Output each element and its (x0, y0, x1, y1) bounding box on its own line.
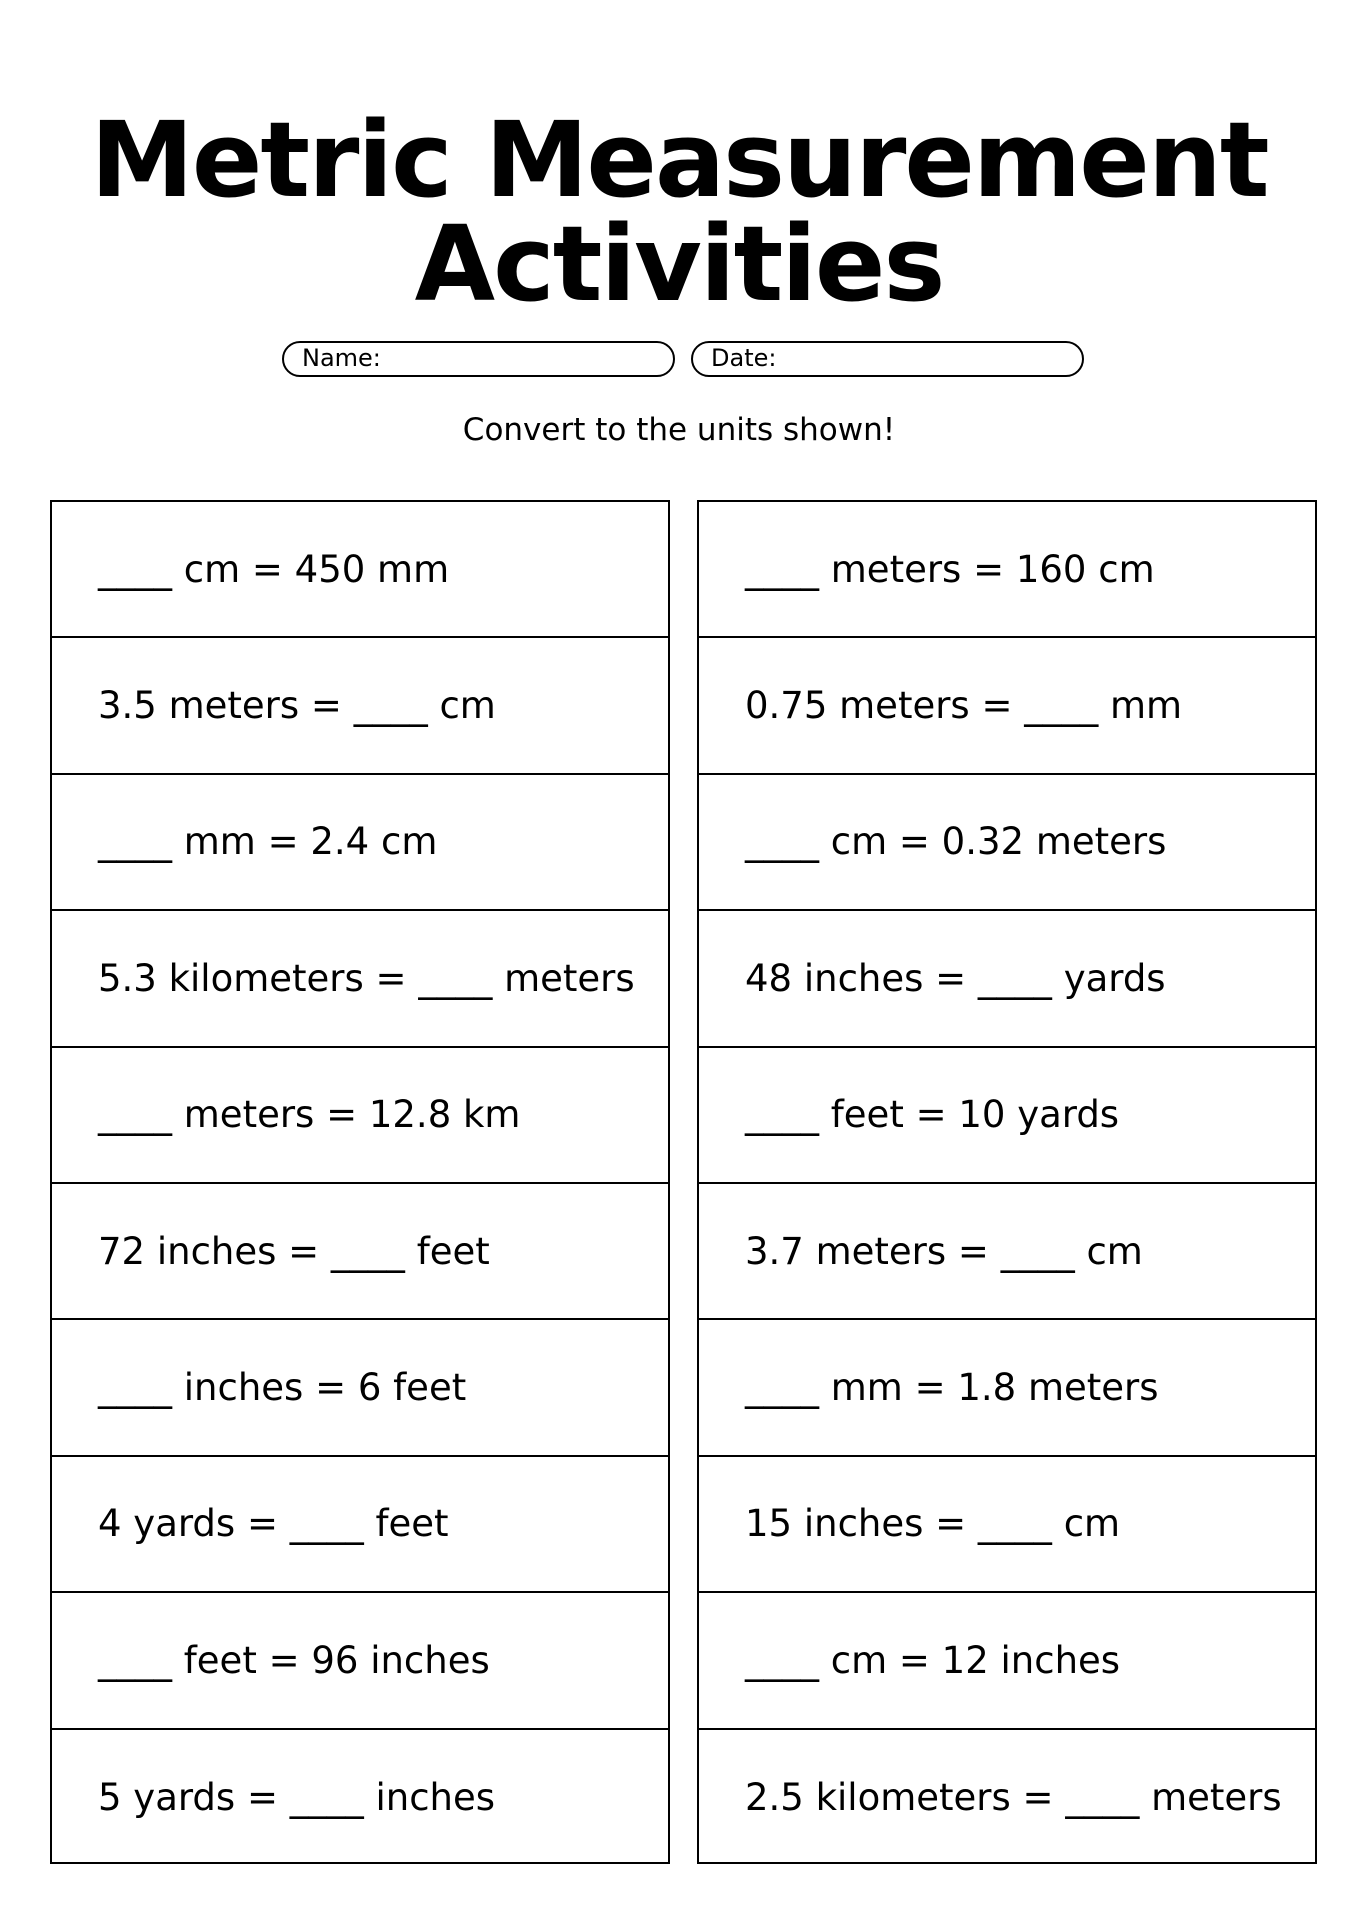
problem-cell[interactable]: ____ cm = 12 inches (699, 1593, 1315, 1729)
problem-cell[interactable]: ____ meters = 160 cm (699, 502, 1315, 638)
title-line-2: Activities (414, 203, 944, 325)
problem-cell[interactable]: 4 yards = ____ feet (52, 1457, 668, 1593)
problem-cell[interactable]: 5 yards = ____ inches (98, 1776, 496, 1820)
instruction-text: Convert to the units shown! (462, 412, 896, 448)
worksheet-title (0, 99, 1358, 325)
problem-cell[interactable]: ____ mm = 1.8 meters (699, 1320, 1315, 1456)
problem-cell[interactable]: ____ mm = 2.4 cm (52, 775, 668, 911)
problem-cell[interactable]: 48 inches = ____ yards (699, 911, 1315, 1047)
problem-cell[interactable]: ____ feet = 10 yards (699, 1048, 1315, 1184)
problem-cell[interactable]: 0.75 meters = ____ mm (699, 638, 1315, 774)
name-label: Name: (302, 344, 381, 372)
problem-cell[interactable]: 15 inches = ____ cm (699, 1457, 1315, 1593)
problem-cell[interactable]: 72 inches = ____ feet (52, 1184, 668, 1320)
title-line-1: Metric Measurement (90, 99, 1268, 221)
problem-cell[interactable]: 2.5 kilometers = ____ meters (745, 1776, 1282, 1820)
problem-cell[interactable]: 5.3 kilometers = ____ meters (52, 911, 668, 1047)
date-field[interactable] (691, 341, 1084, 377)
left-problem-column (50, 500, 670, 1864)
problem-cell[interactable]: ____ cm = 0.32 meters (699, 775, 1315, 911)
problem-cell[interactable]: ____ inches = 6 feet (52, 1320, 668, 1456)
problem-cell[interactable]: ____ cm = 450 mm (52, 502, 668, 638)
right-problem-column (697, 500, 1317, 1864)
problem-cell[interactable]: 3.7 meters = ____ cm (699, 1184, 1315, 1320)
problem-cell[interactable]: ____ meters = 12.8 km (52, 1048, 668, 1184)
problem-cell[interactable]: 3.5 meters = ____ cm (52, 638, 668, 774)
name-field[interactable] (282, 341, 675, 377)
problem-cell[interactable]: ____ feet = 96 inches (52, 1593, 668, 1729)
date-label: Date: (711, 344, 777, 372)
